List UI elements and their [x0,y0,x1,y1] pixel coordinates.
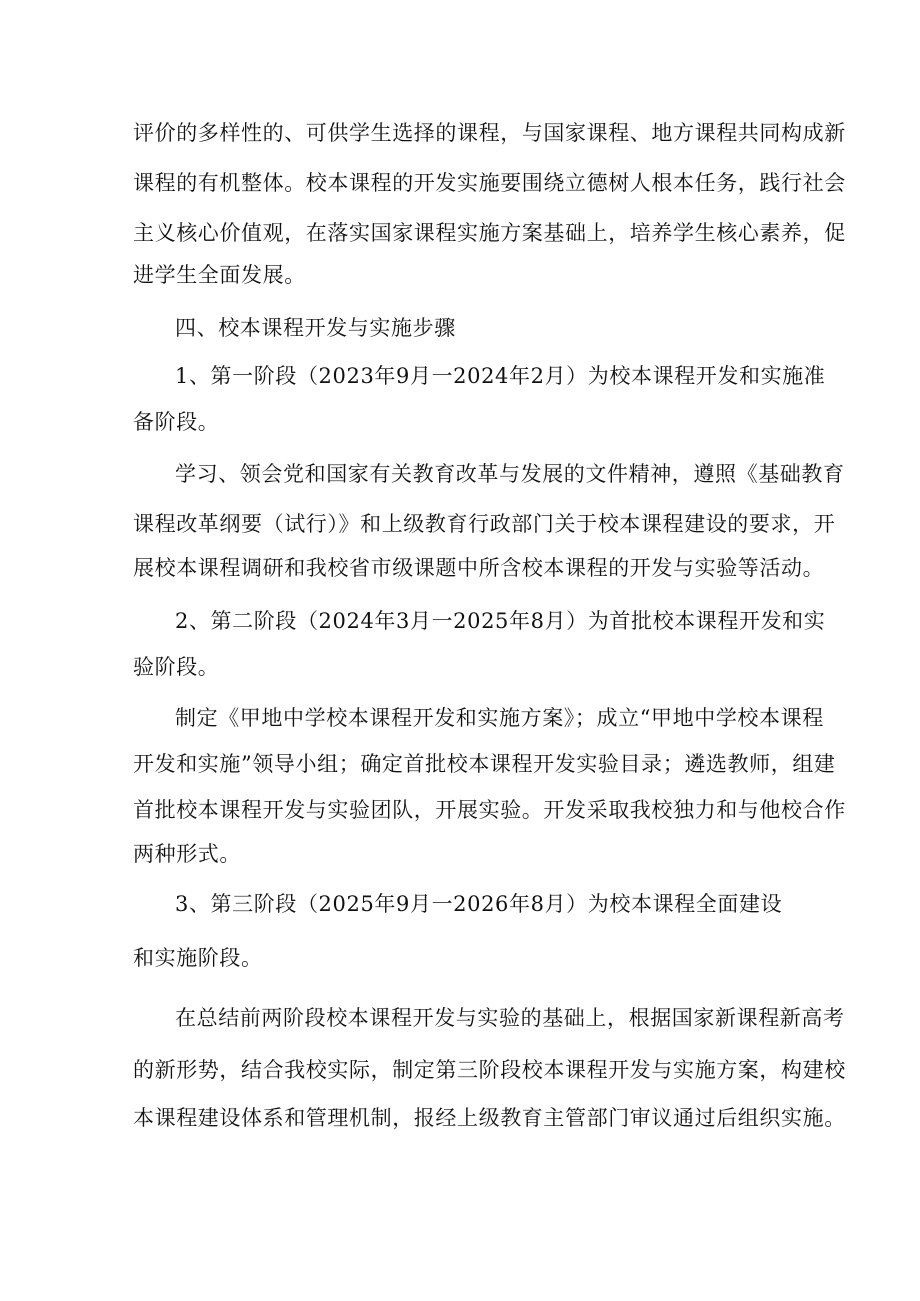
stage2-body-line-4: 两种形式。 [133,842,241,866]
stage1-title-line-2: 备阶段。 [133,410,220,434]
stage1-body-line-2: 课程改革纲要（试行）》和上级教育行政部门关于校本课程建设的要求，开 [133,512,836,536]
stage3-title-line-1: 3、第三阶段（2025年9月一2026年8月）为校本课程全面建设 [175,892,783,916]
stage3-body-line-3: 本课程建设体系和管理机制，报经上级教育主管部门审议通过后组织实施。 [133,1106,846,1130]
paragraph-1-line-1: 评价的多样性的、可供学生选择的课程，与国家课程、地方课程共同构成新 [133,121,846,145]
stage3-body-line-1: 在总结前两阶段校本课程开发与实验的基础上，根据国家新课程新高考 [175,1006,845,1030]
stage1-body-line-1: 学习、领会党和国家有关教育改革与发展的文件精神，遵照《基础教育 [175,462,845,486]
stage2-title-line-2: 验阶段。 [133,655,220,679]
paragraph-1-line-2: 课程的有机整体。校本课程的开发实施要围绕立德树人根本任务，践行社会 [133,171,846,195]
stage3-body-line-2: 的新形势，结合我校实际，制定第三阶段校本课程开发与实施方案，构建校 [133,1058,846,1082]
paragraph-1-line-4: 进学生全面发展。 [133,263,306,287]
stage3-title-line-2: 和实施阶段。 [133,946,263,970]
stage2-body-line-1: 制定《甲地中学校本课程开发和实施方案》；成立“甲地中学校本课程 [175,706,824,730]
stage2-body-line-2: 开发和实施”领导小组；确定首批校本课程开发实验目录；遴选教师，组建 [133,752,836,776]
stage1-title-line-1: 1、第一阶段（2023年9月一2024年2月）为校本课程开发和实施准 [175,364,826,388]
stage2-body-line-3: 首批校本课程开发与实验团队，开展实验。开发采取我校独力和与他校合作 [133,798,846,822]
paragraph-1-line-3: 主义核心价值观，在落实国家课程实施方案基础上，培养学生核心素养，促 [133,221,846,245]
stage1-body-line-3: 展校本课程调研和我校省市级课题中所含校本课程的开发与实验等活动。 [133,556,825,580]
section-heading: 四、校本课程开发与实施步骤 [175,316,456,340]
stage2-title-line-1: 2、第二阶段（2024年3月一2025年8月）为首批校本课程开发和实 [175,609,826,633]
